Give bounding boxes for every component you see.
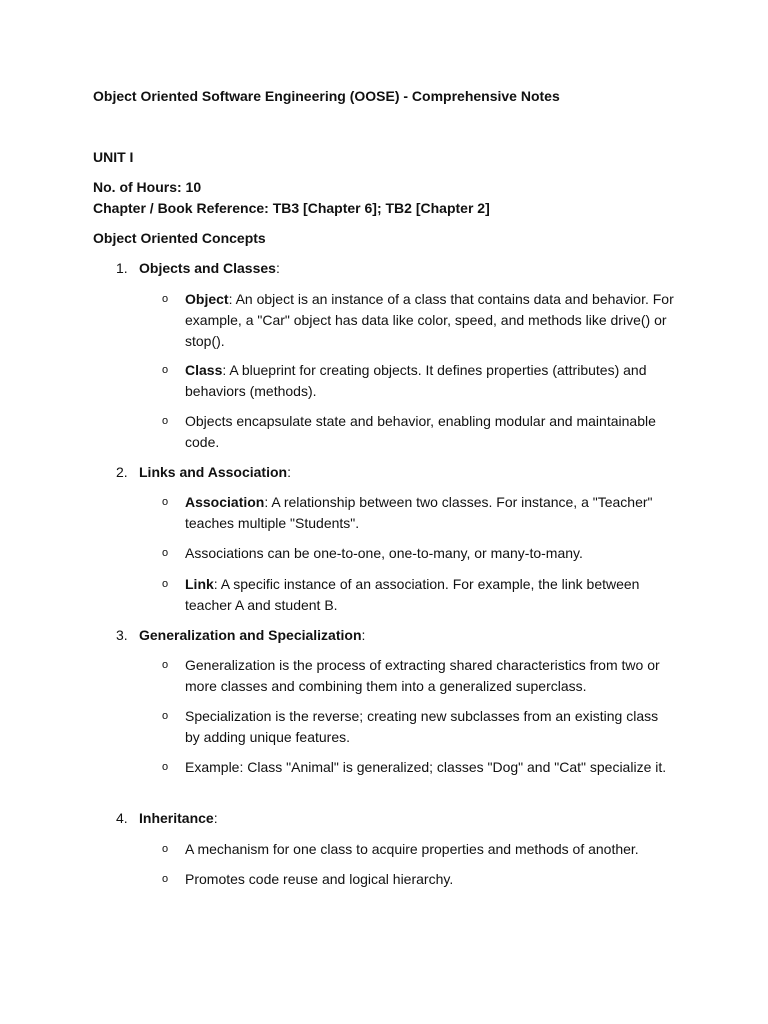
item-number: 2. [116,464,128,480]
item-number: 1. [116,260,128,276]
bullet-body: : A relationship between two classes. For instance, a "Teacher" teaches multiple "Students". [185,494,653,531]
bullet-icon: o [162,843,169,855]
item-title-line [139,625,365,646]
bullet-body: : A specific instance of an association. For example, the link between teacher A and student B. [185,576,640,613]
bullet-body: Example: Class "Animal" is generalized; classes "Dog" and "Cat" specialize it. [185,759,667,775]
bullet-body: : An object is an instance of a class that contains data and behavior. For example, a "Car" object has data like color, speed, and methods like drive() or stop(). [185,291,674,349]
item-title: Objects and Classes [139,260,276,276]
bullet-body: Associations can be one-to-one, one-to-many, or many-to-many. [185,545,583,561]
item-title: Generalization and Specialization [139,627,362,643]
bullet-body: Objects encapsulate state and behavior, enabling modular and maintainable code. [185,413,656,450]
item-title-line [139,808,218,829]
item-number: 3. [116,627,128,643]
bullet-icon: o [162,496,169,508]
bullet-term: Association [185,494,265,510]
bullet-icon: o [162,415,169,427]
reference-line: Chapter / Book Reference: TB3 [Chapter 6]; TB2 [Chapter 2] [93,200,490,216]
item-colon: : [287,464,291,480]
item-colon: : [213,810,218,826]
bullet-text [185,574,675,616]
bullet-icon: o [162,293,169,305]
bullet-text [185,360,675,402]
item-title: Links and Association [139,464,288,480]
item-title-line [139,462,291,483]
bullet-icon: o [162,578,169,590]
bullet-body: : A blueprint for creating objects. It defines properties (attributes) and behaviors (methods). [185,362,647,399]
bullet-body: A mechanism for one class to acquire properties and methods of another. [185,841,639,857]
bullet-icon: o [162,547,169,559]
bullet-icon: o [162,873,169,885]
hours-line: No. of Hours: 10 [93,179,202,195]
bullet-text [185,706,675,748]
bullet-text [185,492,675,534]
bullet-term: Class [185,362,223,378]
unit-heading: UNIT I [93,149,134,165]
bullet-body: Generalization is the process of extracting shared characteristics from two or more classes and combining them into a generalized superclass. [185,657,660,694]
bullet-text [185,757,675,778]
bullet-text [185,869,675,890]
bullet-text [185,839,675,860]
item-title-line [139,258,280,279]
section-heading: Object Oriented Concepts [93,230,266,246]
bullet-text [185,289,675,352]
bullet-icon: o [162,710,169,722]
bullet-text [185,543,675,564]
bullet-body: Specialization is the reverse; creating new subclasses from an existing class by adding unique features. [185,708,659,745]
document-title: Object Oriented Software Engineering (OOSE) - Comprehensive Notes [93,88,560,104]
bullet-text [185,411,675,453]
bullet-icon: o [162,364,169,376]
bullet-icon: o [162,659,169,671]
bullet-body: Promotes code reuse and logical hierarchy. [185,871,454,887]
item-colon: : [361,627,366,643]
item-number: 4. [116,810,128,826]
bullet-icon: o [162,761,169,773]
item-title: Inheritance [139,810,214,826]
item-colon: : [275,260,280,276]
bullet-term: Object [185,291,229,307]
bullet-text [185,655,675,697]
bullet-term: Link [185,576,214,592]
